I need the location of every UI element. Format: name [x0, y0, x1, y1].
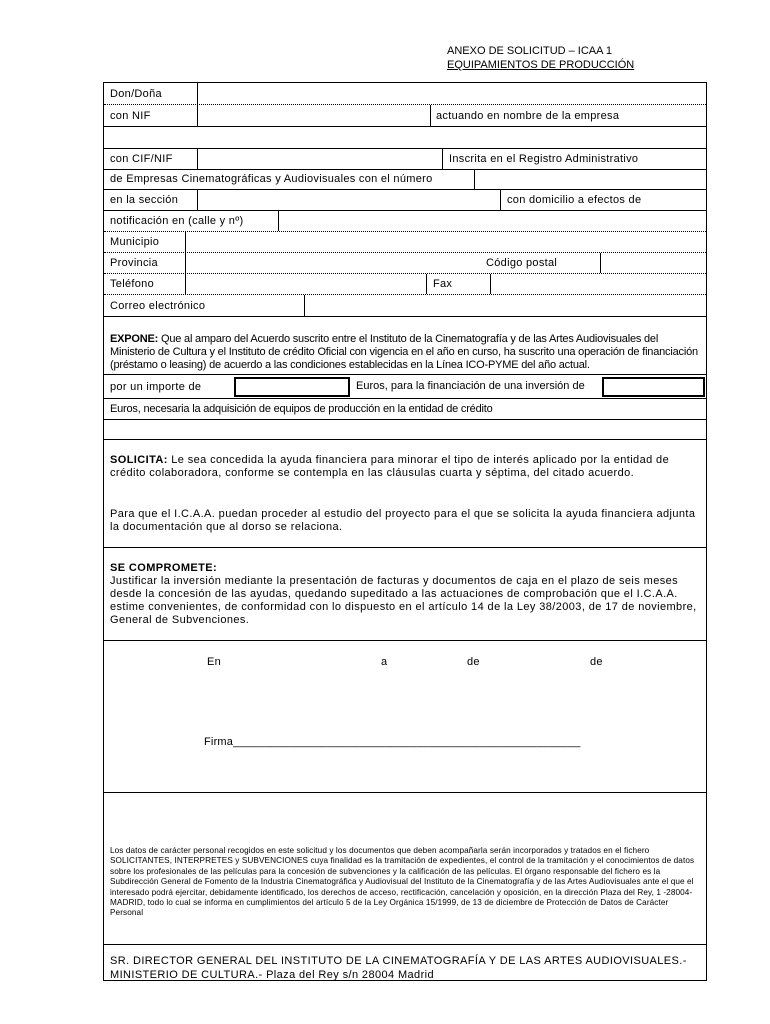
codigo-postal-label: Código postal [486, 257, 558, 269]
fax-field[interactable] [491, 274, 706, 294]
telefono-label: Teléfono [110, 278, 154, 290]
row-municipio [104, 232, 706, 253]
importe-label: por un importe de [110, 381, 202, 393]
inscrita-label: Inscrita en el Registro Administrativo [449, 153, 639, 165]
empresa-name-field[interactable] [104, 127, 706, 148]
row-seccion [104, 190, 706, 211]
row-cif [104, 149, 706, 170]
expone-paragraph [110, 333, 700, 372]
header-subtitle: EQUIPAMIENTOS DE PRODUCCIÓN [447, 59, 635, 71]
cif-label: con CIF/NIF [110, 153, 173, 165]
lugar-label: En [207, 656, 222, 668]
row-notificacion [104, 211, 706, 232]
importe-input[interactable] [234, 377, 350, 397]
field-divider [430, 105, 431, 126]
firma-line[interactable]: Firma_______________________________________________________ [204, 736, 581, 748]
row-telefono [104, 274, 706, 295]
municipio-field[interactable] [186, 232, 706, 252]
anio-label: de [590, 656, 603, 668]
expone-section [104, 317, 706, 375]
solicita-section [104, 440, 706, 548]
seccion-label: en la sección [110, 194, 179, 206]
codigo-postal-field[interactable] [601, 253, 706, 273]
actuando-label: actuando en nombre de la empresa [436, 110, 620, 122]
inversion-input[interactable] [602, 377, 705, 397]
field-divider [442, 149, 443, 169]
application-form [103, 82, 707, 981]
solicita-text: Le sea concedida la ayuda financiera para minorar el tipo de interés aplicado por la entidad de crédito colaboradora, conforme se contempla en las cláusulas cuarta y séptima, del citado acuerdo. [110, 454, 670, 479]
domicilio-label: con domicilio a efectos de [507, 194, 642, 206]
solicita-paragraph [110, 454, 700, 480]
correo-field[interactable] [305, 295, 706, 316]
privacy-notice: Los datos de carácter personal recogidos en este solicitud y los documentos que deben acompañarla serán incorporados y tratados en el fichero SOLICITANTES, INTERPRETES y SUBVENCIONES cuya finalidad es la tramitación de expedientes, el control de la tramitación y el conocimientos de datos sobre los profesionales de las películas para la concesión de subvenciones y la calificación de las películas. El órgano responsable del fichero es la Subdirección General de Fomento de la Industria Cinematográfica y Audiovisual del Instituto de la Cinematografía y de las Artes Audiovisuales ante el que el interesado podrá ejercitar, debidamente identificado, los derechos de acceso, rectificación, cancelación y oposición, en la dirección Plaza del Rey, 1 -28004- MADRID, todo lo cual se informa en cumplimientos del artículo 5 de la Ley Orgánica 15/1999, de 13 de diciembre de Protección de Datos de Carácter Personal [110, 846, 695, 918]
cif-field[interactable] [198, 149, 442, 169]
row-empresa-name [104, 127, 706, 149]
seccion-field[interactable] [198, 190, 500, 210]
provincia-label: Provincia [110, 257, 158, 269]
expone-text: Que al amparo del Acuerdo suscrito entre el Instituto de la Cinematografía y de las Artes Audiovisuales del Ministerio de Cultura y el Instituto de crédito Oficial con vigencia en el año en curso, ha suscrito una operación de financiación (préstamo o leasing) de acuerdo a las condiciones establecidas en la Línea ICO-PYME del año actual. [110, 333, 698, 371]
solicita-heading: SOLICITA: [110, 454, 168, 466]
don-dona-field[interactable] [198, 83, 706, 104]
mes-label: de [467, 656, 480, 668]
solicita-paragraph-2: Para que el I.C.A.A. puedan proceder al estudio del proyecto para el que se solicita la ayuda financiera adjunta la documentación que al dorso se relaciona. [110, 508, 696, 533]
fax-label: Fax [433, 278, 453, 290]
necesaria-label: Euros, necesaria la adquisición de equipos de producción en la entidad de crédito [110, 403, 493, 415]
empresas-label: de Empresas Cinematográficas y Audiovisuales con el número [110, 173, 433, 185]
telefono-field[interactable] [186, 274, 426, 294]
compromete-heading: SE COMPROMETE: [110, 562, 218, 574]
financiacion-label: Euros, para la financiación de una inversión de [356, 380, 585, 392]
field-divider [500, 190, 501, 210]
notificacion-field[interactable] [279, 211, 706, 231]
row-entidad-blank [104, 420, 706, 440]
row-nif [104, 105, 706, 127]
row-correo [104, 295, 706, 317]
nif-field[interactable] [198, 105, 430, 126]
notificacion-label: notificación en (calle y nº) [110, 215, 244, 227]
compromete-text: Justificar la inversión mediante la presentación de facturas y documentos de caja en el plazo de seis meses desde la concesión de las ayudas, quedando supeditado a las actuaciones de comprobación que el I.C.A.A. estime convenientes, de conformidad con lo dispuesto en el artículo 14 de la Ley 38/2003, de 17 de noviembre, General de Subvenciones. [110, 575, 697, 626]
dia-label: a [381, 656, 388, 668]
row-entidad [104, 399, 706, 420]
row-provincia [104, 253, 706, 274]
row-registro-numero [104, 170, 706, 190]
don-dona-label: Don/Doña [110, 88, 162, 100]
expone-heading: EXPONE: [110, 333, 159, 345]
nif-label: con NIF [110, 110, 151, 122]
correo-label: Correo electrónico [110, 300, 206, 312]
row-don-dona [104, 83, 706, 105]
compromete-section [104, 548, 706, 641]
field-divider [426, 274, 427, 294]
addressee-text: SR. DIRECTOR GENERAL DEL INSTITUTO DE LA CINEMATOGRAFÍA Y DE LAS ARTES AUDIOVISUALES.- MINISTERIO DE CULTURA.- Plaza del Rey s/n 28004 Madrid [110, 955, 687, 981]
addressee-section [104, 945, 706, 981]
registro-numero-field[interactable] [475, 170, 706, 189]
entidad-credito-field[interactable] [104, 420, 706, 439]
form-header [447, 44, 634, 72]
privacy-section [104, 793, 706, 945]
firma-section [104, 641, 706, 793]
header-title: ANEXO DE SOLICITUD – ICAA 1 [447, 45, 613, 57]
provincia-field[interactable] [186, 253, 480, 273]
municipio-label: Municipio [110, 236, 160, 248]
row-importe [104, 375, 706, 399]
